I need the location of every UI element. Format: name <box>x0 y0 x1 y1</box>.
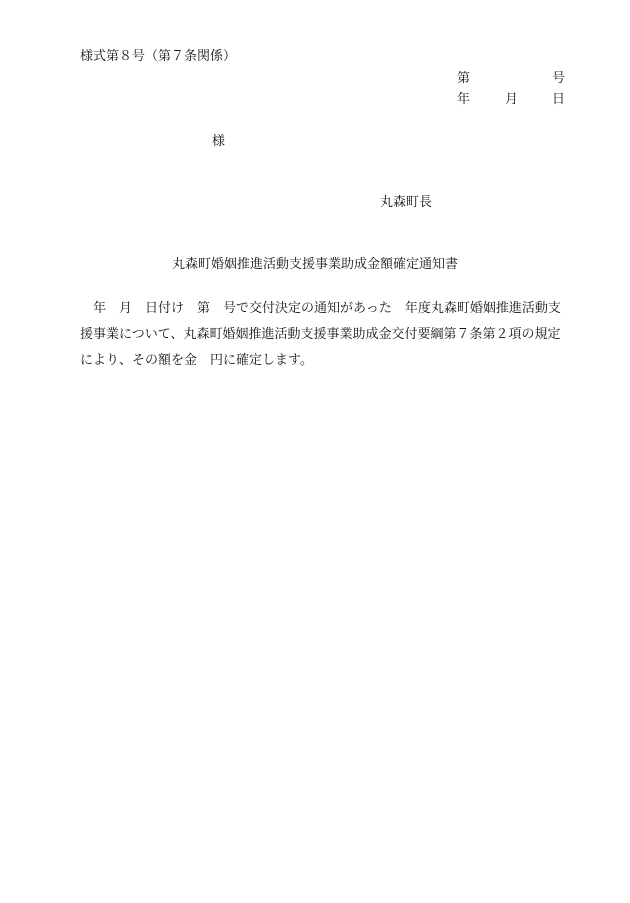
date-day: 日 <box>552 92 566 107</box>
body-text <box>80 296 584 374</box>
document-number-prefix: 第 <box>457 71 471 86</box>
document-title: 丸森町婚姻推進活動支援事業助成金額確定通知書 <box>171 257 458 272</box>
addressee: 様 <box>212 134 226 149</box>
date-year: 年 <box>457 92 471 107</box>
body-line: 援事業について、丸森町婚姻推進活動支援事業助成金交付要綱第７条第２項の規定 <box>80 327 561 342</box>
date-month: 月 <box>505 92 519 107</box>
issuer: 丸森町長 <box>380 195 433 210</box>
form-number: 様式第８号（第７条関係） <box>80 49 237 64</box>
body-line: により、その額を金 円に確定します。 <box>80 353 313 368</box>
document-number-suffix: 号 <box>552 71 566 86</box>
body-line: 年 月 日付け 第 号で交付決定の通知があった 年度丸森町婚姻推進活動支 <box>80 301 561 316</box>
